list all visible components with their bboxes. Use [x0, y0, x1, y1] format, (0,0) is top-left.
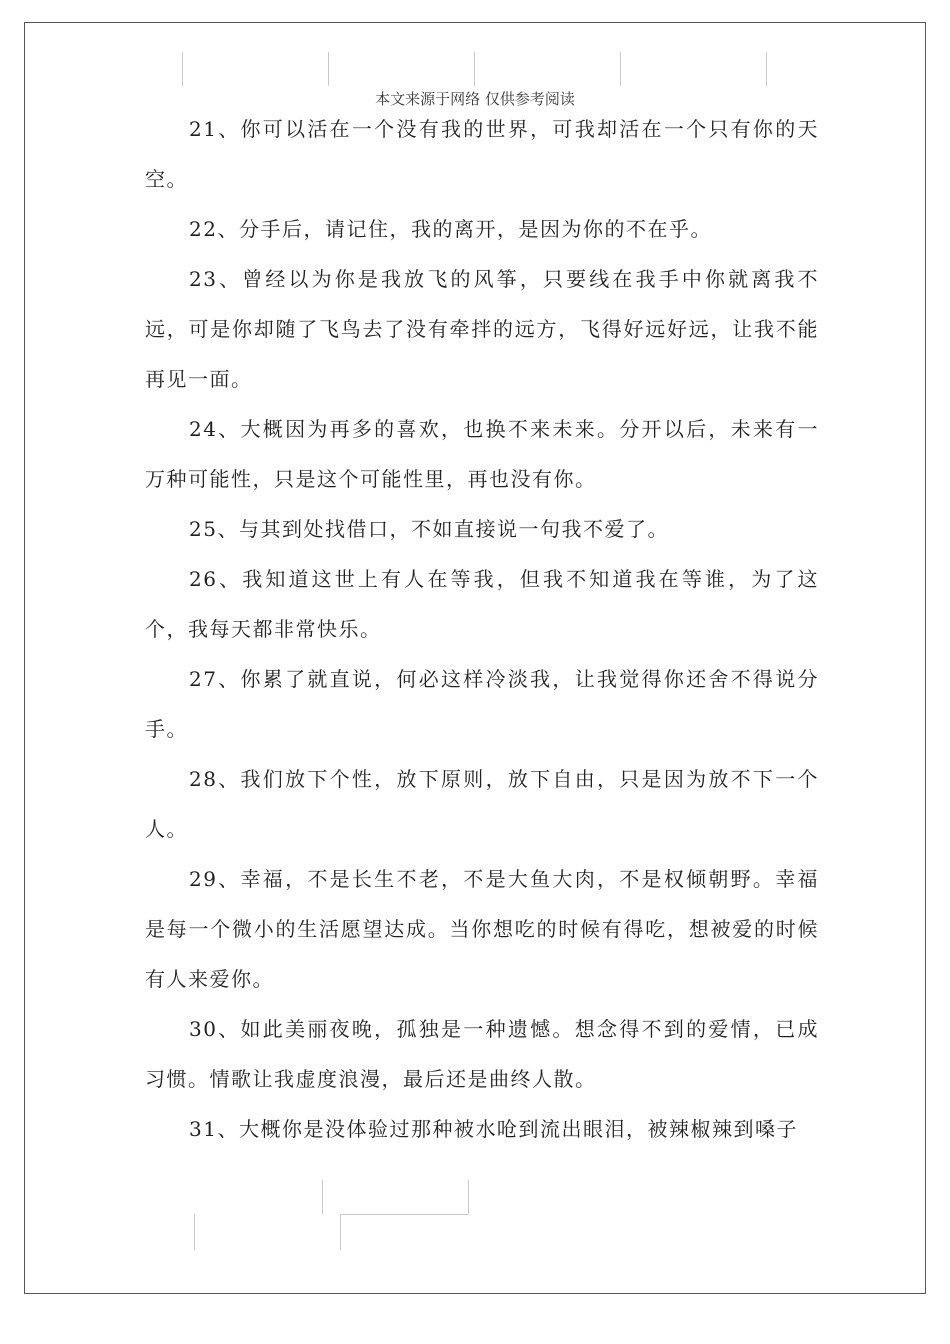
bottom-mark-4 [340, 1214, 341, 1250]
document-body [145, 104, 819, 1154]
bottom-mark-2 [468, 1180, 469, 1214]
paragraph-25: 25、与其到处找借口，不如直接说一句我不爱了。 [189, 517, 669, 541]
paragraph-30: 30、如此美丽夜晚，孤独是一种遗憾。想念得不到的爱情，已成习惯。情歌让我虚度浪漫，最后还是曲终人散。 [145, 1017, 819, 1091]
paragraph-21: 21、你可以活在一个没有我的世界，可我却活在一个只有你的天空。 [145, 117, 819, 191]
paragraph-23: 23、曾经以为你是我放飞的风筝，只要线在我手中你就离我不远，可是你却随了飞鸟去了没有牵拌的远方，飞得好远好远，让我不能再见一面。 [145, 267, 819, 391]
top-mark-3 [474, 52, 475, 86]
top-mark-1 [182, 52, 183, 86]
paragraph-27: 27、你累了就直说，何必这样冷淡我，让我觉得你还舍不得说分手。 [145, 667, 819, 741]
paragraph-26: 26、我知道这世上有人在等我，但我不知道我在等谁，为了这个，我每天都非常快乐。 [145, 567, 819, 641]
paragraph-22: 22、分手后，请记住，我的离开，是因为你的不在乎。 [189, 217, 712, 241]
source-note: 本文来源于网络 仅供参考阅读 [375, 90, 575, 108]
top-mark-5 [766, 52, 767, 86]
paragraph-24: 24、大概因为再多的喜欢，也换不来未来。分开以后，未来有一万种可能性，只是这个可能性里，再也没有你。 [145, 417, 819, 491]
top-mark-4 [620, 52, 621, 86]
bottom-mark-3 [194, 1214, 195, 1250]
bottom-mark-line [340, 1214, 468, 1215]
paragraph-28: 28、我们放下个性，放下原则，放下自由，只是因为放不下一个人。 [145, 767, 819, 841]
bottom-mark-1 [322, 1180, 323, 1214]
paragraph-31: 31、大概你是没体验过那种被水呛到流出眼泪，被辣椒辣到嗓子 [189, 1117, 798, 1141]
top-mark-2 [328, 52, 329, 86]
paragraph-29: 29、幸福，不是长生不老，不是大鱼大肉，不是权倾朝野。幸福是每一个微小的生活愿望达成。当你想吃的时候有得吃，想被爱的时候有人来爱你。 [145, 867, 819, 991]
